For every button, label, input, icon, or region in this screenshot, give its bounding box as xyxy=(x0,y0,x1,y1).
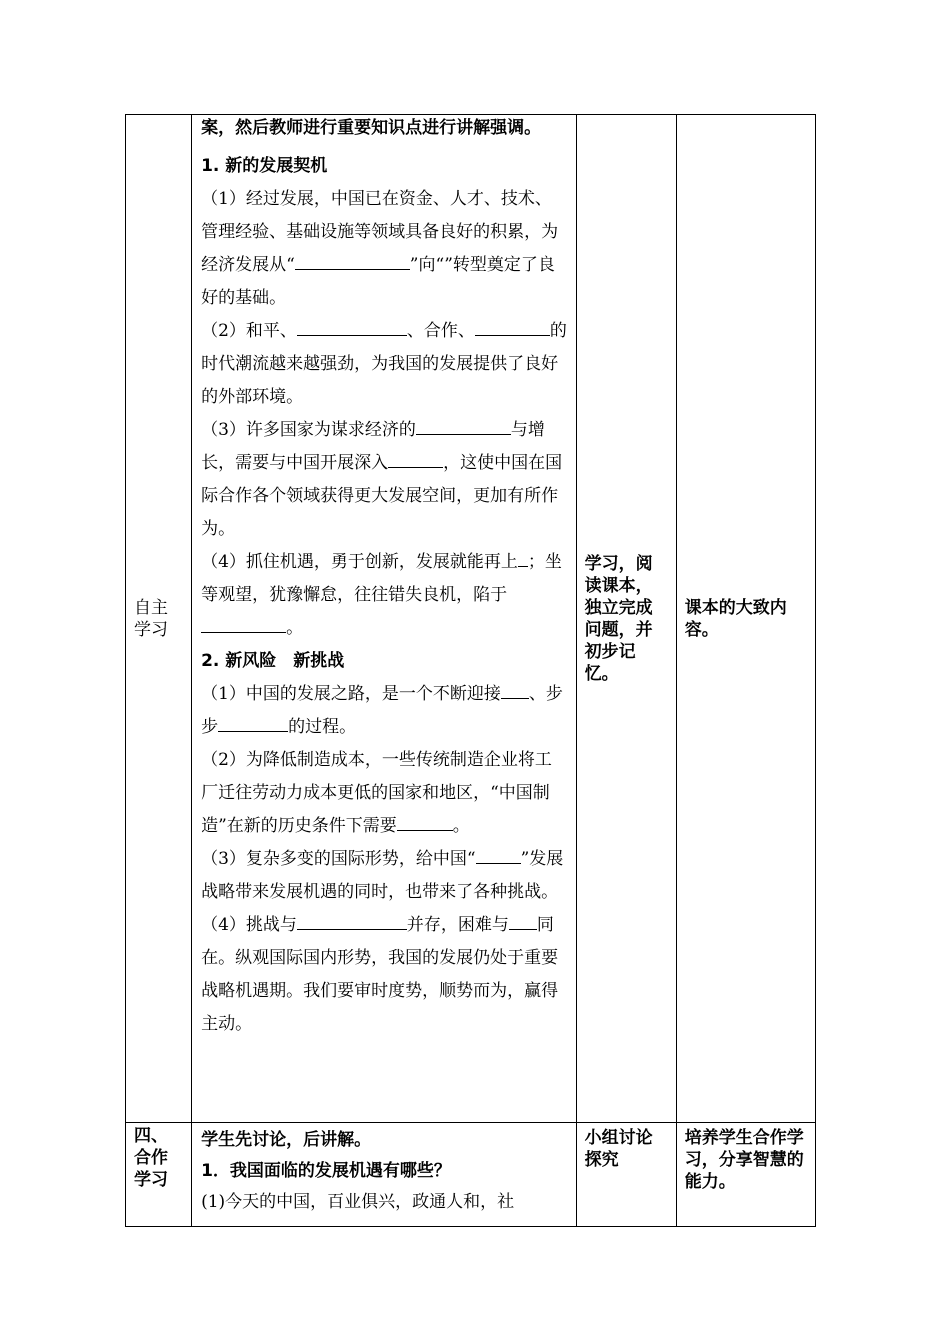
intro-text: 案，然后教师进行重要知识点进行讲解强调。 xyxy=(201,118,542,138)
fill-blank xyxy=(476,845,521,864)
table-row-cooperative-learning xyxy=(126,1123,816,1227)
fill-blank xyxy=(297,317,407,336)
student-activity-cell xyxy=(576,1123,676,1227)
section1-item-1: （1）经过发展，中国已在资金、人才、技术、管理经验、基础设施等领域具备良好的积累，为经济发展从“ ”向“”转型奠定了良好的基础。 xyxy=(201,189,559,308)
student-activity-cell xyxy=(576,115,676,1123)
section2-item-3: （3）复杂多变的国际形势，给中国“ ”发展战略带来发展机遇的同时，也带来了各种挑战。 xyxy=(201,843,568,909)
student-activity-text: 小组讨论探究 xyxy=(584,1128,653,1170)
content-line-2: 1．我国面临的发展机遇有哪些？ xyxy=(201,1161,451,1181)
fill-blank xyxy=(501,680,529,699)
fill-blank xyxy=(518,548,528,567)
stage-label: 四、 合作 学习 xyxy=(134,1126,168,1190)
stage-label-cell xyxy=(126,115,192,1123)
section-heading-2: 2. 新风险 新挑战 xyxy=(201,651,345,671)
content-line-1: 学生先讨论，后讲解。 xyxy=(201,1130,372,1150)
content-cell xyxy=(192,115,577,1123)
section1-item-3: （3）许多国家为谋求经济的 与增长，需要与中国开展深入 ，这使中国在国际合作各个领域获得更大发展空间，更加有所作为。 xyxy=(201,414,568,546)
fill-blank xyxy=(509,911,537,930)
section1-item-4: （4）抓住机遇，勇于创新，发展就能再上 ；坐等观望，犹豫懈怠，往往错失良机，陷于。 xyxy=(201,546,568,645)
design-intent-cell xyxy=(676,115,815,1123)
fill-blank xyxy=(295,251,410,270)
design-intent-text: 课本的大致内容。 xyxy=(684,597,787,640)
student-activity-text: 学习，阅读课本，独立完成问题，并初步记忆。 xyxy=(584,553,653,684)
section2-item-1: （1）中国的发展之路，是一个不断迎接 、步步 的过程。 xyxy=(201,678,568,744)
lesson-plan-table xyxy=(125,114,816,1227)
section2-item-2: （2）为降低制造成本，一些传统制造企业将工厂迁往劳动力成本更低的国家和地区，“中国制造”在新的历史条件下需要 。 xyxy=(201,750,552,836)
section-heading-1: 1. 新的发展契机 xyxy=(201,156,328,176)
content-line-3: (1)今天的中国，百业俱兴，政通人和，社 xyxy=(201,1192,515,1212)
fill-blank xyxy=(475,317,550,336)
fill-blank xyxy=(397,812,453,831)
stage-label: 自主 学习 xyxy=(134,597,168,640)
fill-blank xyxy=(297,911,407,930)
fill-blank xyxy=(388,449,443,468)
fill-blank xyxy=(416,416,511,435)
design-intent-cell xyxy=(676,1123,815,1227)
content-cell xyxy=(192,1123,577,1227)
fill-blank xyxy=(201,614,286,633)
section2-item-4: （4）挑战与 并存，困难与 同在。纵观国际国内形势，我国的发展仍处于重要战略机遇期。我们要审时度势，顺势而为，赢得主动。 xyxy=(201,909,568,1041)
design-intent-text: 培养学生合作学习，分享智慧的能力。 xyxy=(684,1128,804,1192)
table-row-self-study xyxy=(126,115,816,1123)
stage-label-cell xyxy=(126,1123,192,1227)
section1-item-2: （2）和平、 、合作、 的时代潮流越来越强劲，为我国的发展提供了良好的外部环境。 xyxy=(201,315,568,414)
fill-blank xyxy=(218,713,288,732)
